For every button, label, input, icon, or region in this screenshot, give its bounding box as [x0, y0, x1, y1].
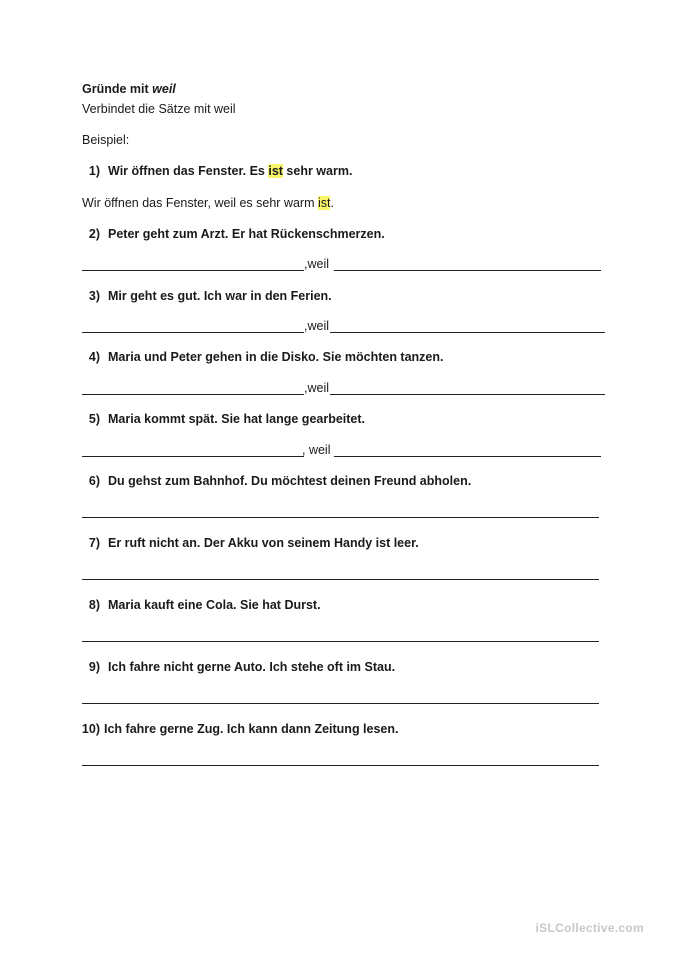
exercise-item: [78, 227, 385, 241]
item-number: 6): [88, 474, 100, 488]
item-number: 9): [88, 660, 100, 674]
answer-line[interactable]: [82, 765, 599, 766]
highlighted-word: ist: [268, 164, 283, 178]
answer-line[interactable]: [82, 703, 599, 704]
item-text: Maria und Peter gehen in die Disko. Sie möchten tanzen.: [108, 350, 444, 364]
example-label: Beispiel:: [82, 133, 130, 147]
exercise-item: [78, 289, 332, 303]
item-number: 10): [81, 722, 100, 736]
exercise-item: [78, 350, 444, 364]
title-prefix: Gründe mit: [82, 82, 153, 96]
answer-line[interactable]: [330, 332, 605, 333]
example-answer-end: .: [330, 196, 334, 210]
example-sentence-end: sehr warm.: [282, 164, 353, 178]
title-emphasis: weil: [152, 82, 176, 96]
example-sentence-start: Wir öffnen das Fenster. Es: [108, 164, 269, 178]
item-number: 1): [88, 164, 100, 178]
weil-connector: ,weil: [304, 381, 330, 395]
weil-connector: ,weil: [304, 257, 330, 271]
item-number: 5): [88, 412, 100, 426]
answer-line[interactable]: [82, 579, 599, 580]
item-number: 4): [88, 350, 100, 364]
answer-line[interactable]: [82, 270, 304, 271]
item-text: Du gehst zum Bahnhof. Du möchtest deinen Freund abholen.: [108, 474, 472, 488]
item-number: 7): [88, 536, 100, 550]
exercise-item: [78, 722, 399, 736]
example-answer: [82, 196, 334, 210]
item-number: 8): [88, 598, 100, 612]
item-text: Maria kommt spät. Sie hat lange gearbeitet.: [108, 412, 366, 426]
item-text: Er ruft nicht an. Der Akku von seinem Handy ist leer.: [108, 536, 419, 550]
answer-line[interactable]: [82, 394, 304, 395]
answer-line[interactable]: [82, 456, 304, 457]
item-number: 3): [88, 289, 100, 303]
highlighted-word: ist: [317, 196, 331, 210]
weil-connector: , weil: [302, 443, 331, 457]
exercise-item: [78, 474, 471, 488]
exercise-item: [78, 598, 321, 612]
exercise-item: [78, 660, 395, 674]
watermark: iSLCollective.com: [535, 921, 644, 935]
item-number: 2): [88, 227, 100, 241]
worksheet-title: [82, 82, 176, 96]
item-text: Ich fahre gerne Zug. Ich kann dann Zeitung lesen.: [104, 722, 399, 736]
worksheet-instructions: Verbindet die Sätze mit weil: [82, 102, 236, 116]
answer-line[interactable]: [334, 270, 601, 271]
answer-line[interactable]: [82, 332, 304, 333]
exercise-item: [78, 412, 365, 426]
answer-line[interactable]: [82, 517, 599, 518]
item-text: Peter geht zum Arzt. Er hat Rückenschmerzen.: [108, 227, 385, 241]
item-text: Maria kauft eine Cola. Sie hat Durst.: [108, 598, 321, 612]
answer-line[interactable]: [82, 641, 599, 642]
weil-connector: ,weil: [304, 319, 330, 333]
example-answer-start: Wir öffnen das Fenster, weil es sehr warm: [82, 196, 318, 210]
answer-line[interactable]: [334, 456, 601, 457]
answer-line[interactable]: [330, 394, 605, 395]
item-text: Mir geht es gut. Ich war in den Ferien.: [108, 289, 332, 303]
example-sentence: [78, 164, 352, 178]
item-text: Ich fahre nicht gerne Auto. Ich stehe oft im Stau.: [108, 660, 396, 674]
exercise-item: [78, 536, 419, 550]
